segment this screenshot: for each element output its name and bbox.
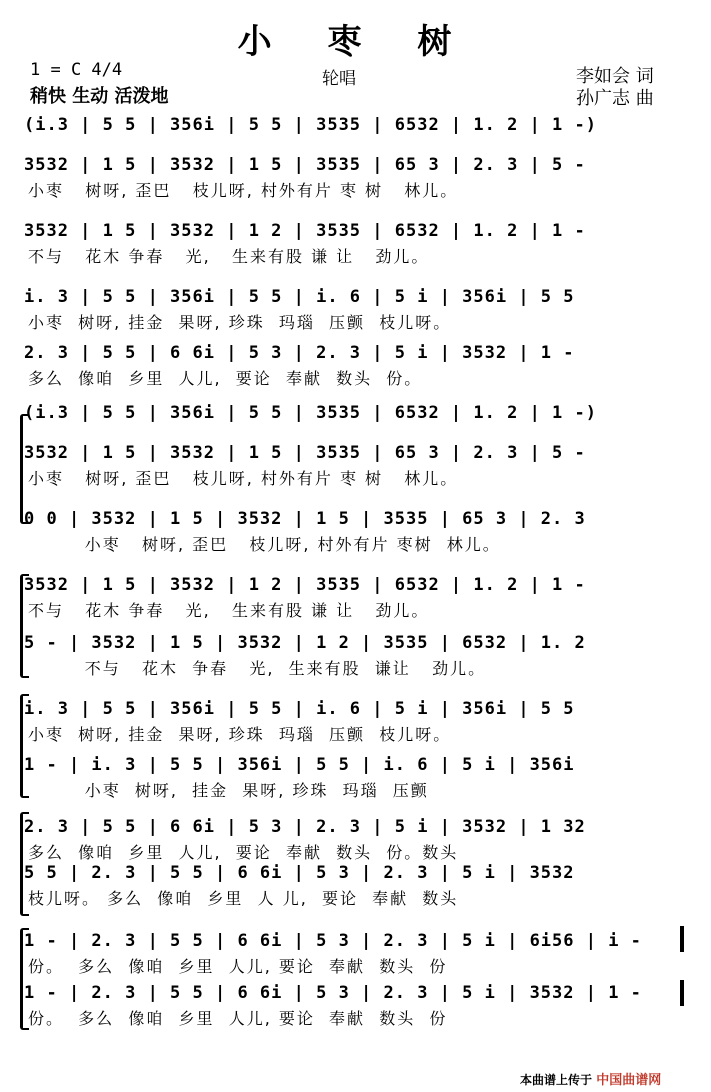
notation-line: 2. 3 | 5 5 | 6 6i | 5 3 | 2. 3 | 5 i | 3532 | 1 32 (24, 817, 586, 837)
round-brace (20, 928, 29, 1030)
lyrics-line: 小枣 树呀, 挂金 果呀, 珍珠 玛瑙 压颤 枝儿呀。 (28, 313, 452, 332)
round-brace (20, 694, 29, 798)
lyrics-line: 份。 多么 像咱 乡里 人儿, 要论 奉献 数头 份 (28, 1009, 448, 1028)
notation-line: 0 0 | 3532 | 1 5 | 3532 | 1 5 | 3535 | 65 3 | 2. 3 (24, 509, 586, 529)
tempo-marking: 稍快 生动 活泼地 (30, 86, 169, 107)
lyrics-line: 小枣 树呀, 歪巴 枝儿呀, 村外有片 枣 树 林儿。 (28, 469, 459, 488)
lyrics-line: 不与 花木 争春 光, 生来有股 谦 让 劲儿。 (28, 601, 430, 620)
final-barline (680, 926, 684, 952)
notation-line: 2. 3 | 5 5 | 6 6i | 5 3 | 2. 3 | 5 i | 3532 | 1 - (24, 343, 575, 363)
notation-line: 3532 | 1 5 | 3532 | 1 2 | 3535 | 6532 | 1. 2 | 1 - (24, 575, 586, 595)
composer-credit: 孙广志 曲 (576, 88, 654, 109)
notation-line: (i.3 | 5 5 | 356i | 5 5 | 3535 | 6532 | 1. 2 | 1 -) (24, 115, 597, 135)
round-brace (20, 574, 29, 678)
notation-line: 5 - | 3532 | 1 5 | 3532 | 1 2 | 3535 | 6532 | 1. 2 (24, 633, 586, 653)
key-signature: 1 = C 4/4 (30, 60, 123, 80)
lyrics-line: 不与 花木 争春 光, 生来有股 谦让 劲儿。 (28, 659, 487, 678)
lyrics-line: 小枣 树呀, 歪巴 枝儿呀, 村外有片 枣树 林儿。 (28, 535, 501, 554)
notation-line: 3532 | 1 5 | 3532 | 1 5 | 3535 | 65 3 | 2. 3 | 5 - (24, 155, 586, 175)
footer-text: 本曲谱上传于 (520, 1073, 593, 1087)
round-brace (20, 812, 29, 916)
notation-line: (i.3 | 5 5 | 356i | 5 5 | 3535 | 6532 | 1. 2 | 1 -) (24, 403, 597, 423)
notation-line: 1 - | 2. 3 | 5 5 | 6 6i | 5 3 | 2. 3 | 5 i | 6i56 | i - (24, 931, 642, 951)
upload-footer (520, 1069, 661, 1088)
lyrics-line: 份。 多么 像咱 乡里 人儿, 要论 奉献 数头 份 (28, 957, 448, 976)
lyrics-line: 不与 花木 争春 光, 生来有股 谦 让 劲儿。 (28, 247, 430, 266)
score-title: 小 枣 树 (237, 22, 474, 62)
final-barline (680, 980, 684, 1006)
lyricist-credit: 李如会 词 (576, 66, 654, 87)
notation-line: i. 3 | 5 5 | 356i | 5 5 | i. 6 | 5 i | 356i | 5 5 (24, 699, 575, 719)
performance-style: 轮唱 (322, 69, 356, 89)
lyrics-line: 小枣 树呀, 挂金 果呀, 珍珠 玛瑙 压颤 枝儿呀。 (28, 725, 452, 744)
notation-line: 1 - | i. 3 | 5 5 | 356i | 5 5 | i. 6 | 5 i | 356i (24, 755, 575, 775)
lyrics-line: 小枣 树呀, 歪巴 枝儿呀, 村外有片 枣 树 林儿。 (28, 181, 459, 200)
notation-line: 5 5 | 2. 3 | 5 5 | 6 6i | 5 3 | 2. 3 | 5 i | 3532 (24, 863, 575, 883)
notation-line: 1 - | 2. 3 | 5 5 | 6 6i | 5 3 | 2. 3 | 5 i | 3532 | 1 - (24, 983, 642, 1003)
lyrics-line: 小枣 树呀, 挂金 果呀, 珍珠 玛瑙 压颤 (28, 781, 429, 800)
round-brace (20, 414, 29, 524)
site-logo: 中国曲谱网 (596, 1073, 662, 1088)
notation-line: i. 3 | 5 5 | 356i | 5 5 | i. 6 | 5 i | 356i | 5 5 (24, 287, 575, 307)
lyrics-line: 枝儿呀。 多么 像咱 乡里 人 儿, 要论 奉献 数头 (28, 889, 459, 908)
notation-line: 3532 | 1 5 | 3532 | 1 5 | 3535 | 65 3 | 2. 3 | 5 - (24, 443, 586, 463)
notation-line: 3532 | 1 5 | 3532 | 1 2 | 3535 | 6532 | 1. 2 | 1 - (24, 221, 586, 241)
lyrics-line: 多么 像咱 乡里 人儿, 要论 奉献 数头 份。 (28, 369, 423, 388)
lyrics-line: 多么 像咱 乡里 人儿, 要论 奉献 数头 份。数头 (28, 843, 459, 862)
